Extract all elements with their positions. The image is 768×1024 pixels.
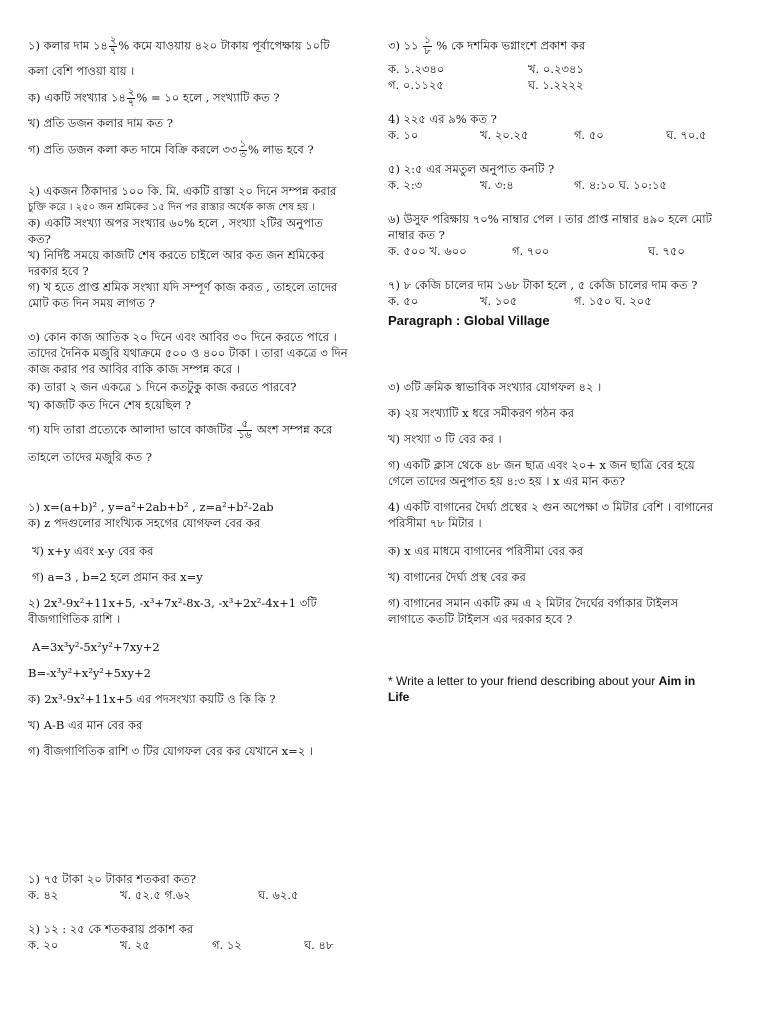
left-q2-line1: ২) একজন ঠিকাদার ১০০ কি. মি. একটি রাস্তা ২০ দিনে সম্পন্ন করার bbox=[28, 184, 337, 198]
right-m5-opt1: ক. ২:৩ bbox=[388, 178, 423, 192]
right-m4-opt4: ঘ. ৭০.৫ bbox=[666, 128, 707, 142]
left-mcq1-opt2: খ. ৫২.৫ গ.৬২ bbox=[120, 888, 191, 902]
right-m3-question: ৩) ১১ $\frac{১}{৮}$ % কে দশমিক ভগ্নাংশে প্রকাশ কর bbox=[388, 35, 586, 57]
left-q5-a: ক) 2x³-9x²+11x+5 এর পদসংখ্যা কয়টি ও কি কি ? bbox=[28, 692, 276, 706]
left-q5-line2: বীজগাণিতিক রাশি । bbox=[28, 612, 121, 626]
right-m3-opt4: ঘ. ১.২২২২ bbox=[528, 78, 584, 92]
left-q2-b2: দরকার হবে ? bbox=[28, 264, 89, 278]
left-q2-line2: চুক্তি করে । ২৫০ জন শ্রমিকের ১৫ দিন পর রাস্তার অর্ধেক কাজ শেষ হয় । bbox=[28, 202, 315, 213]
left-q5-A: A=3x³y²-5x²y²+7xy+2 bbox=[32, 640, 160, 654]
left-q2-b1: খ) নির্দিষ্ট সময়ে কাজটি শেষ করতে চাইলে আর কত জন শ্রমিকের bbox=[28, 248, 325, 262]
left-q1-c: গ) প্রতি ডজন কলা কত দামে বিক্রি করলে ৩৩ $\frac{১}{৩}$ % লাভ হবে ? bbox=[28, 139, 314, 161]
fraction: $\frac{৫}{১৬}$ bbox=[238, 419, 252, 441]
left-q5-c: গ) বীজগাণিতিক রাশি ৩ টির যোগফল বের কর যেখানে x=২ । bbox=[28, 744, 314, 758]
right-m3-opt3: গ. ০.১১২৫ bbox=[388, 78, 444, 92]
left-q5-line1: ২) 2x³-9x²+11x+5, -x³+7x²-8x-3, -x³+2x²-4x+1 ৩টি bbox=[28, 596, 317, 610]
left-q5-b: খ) A-B এর মান বের কর bbox=[28, 718, 143, 732]
right-m7-opt3: গ. ১৫০ ঘ. ২০৫ bbox=[574, 294, 652, 308]
letter-instruction: * Write a letter to your friend describing about your Aim in bbox=[388, 674, 696, 688]
right-q3-line1: ৩) ৩টি ক্রমিক স্বাভাবিক সংখ্যার যোগফল ৪২ । bbox=[388, 380, 602, 394]
paragraph-heading: Paragraph : Global Village bbox=[388, 313, 550, 328]
left-mcq2-opt2: খ. ২৫ bbox=[120, 938, 150, 952]
right-q4-b: খ) বাগানের দৈর্ঘ্য প্রস্থ বের কর bbox=[388, 570, 526, 584]
left-q1-b: খ) প্রতি ডজন কলার দাম কত ? bbox=[28, 116, 173, 130]
right-m7-opt1: ক. ৫০ bbox=[388, 294, 419, 308]
left-q3-a: ক) তারা ২ জন একত্রে ১ দিনে কতটুকু কাজ করতে পারবে? bbox=[28, 380, 297, 394]
right-q4-c2: লাগাতে কতটি টাইলস এর দরকার হবে ? bbox=[388, 612, 573, 626]
left-q3-c: গ) যদি তারা প্রত্যেকে আলাদা ভাবে কাজটির $\frac{৫}{১৬}$ অংশ সম্পন্ন করে bbox=[28, 419, 333, 441]
right-m5-question: ৫) ২:৫ এর সমতুল অনুপাত কনটি ? bbox=[388, 162, 555, 176]
right-q3-c1: গ) একটি ক্লাস থেকে ৪৮ জন ছাত্র এবং ২০+ x জন ছাত্রি বের হয়ে bbox=[388, 458, 695, 472]
left-q5-B: B=-x³y²+x²y²+5xy+2 bbox=[28, 666, 151, 680]
right-q3-a: ক) ২য় সংখ্যাটি x ধরে সমীকরণ গঠন কর bbox=[388, 406, 575, 420]
letter-instruction-line2: Life bbox=[388, 690, 410, 704]
right-m4-question: 4) ২২৫ এর ৯% কত ? bbox=[388, 112, 497, 126]
left-q3-b: খ) কাজটি কত দিনে শেষ হয়েছিল ? bbox=[28, 398, 191, 412]
left-q2-c1: গ) খ হতে প্রাপ্ত শ্রমিক সংখ্যা যদি সম্পূর্ণ কাজ করত , তাহলে তাদের bbox=[28, 280, 338, 294]
right-m4-opt1: ক. ১০ bbox=[388, 128, 419, 142]
right-q4-c1: গ) বাগানের সমান একটি রুম এ ২ মিটার দৈর্ঘের বর্গাকার টাইলস bbox=[388, 596, 679, 610]
left-q3-c2: তাহলে তাদের মজুরি কত ? bbox=[28, 450, 152, 464]
right-m6-opt2: গ. ৭০০ bbox=[512, 244, 550, 258]
left-q4-a: ক) z পদগুলোর সাংখ্যিক সহগের যোগফল বের কর bbox=[28, 516, 261, 530]
right-q3-b: খ) সংখ্যা ৩ টি বের কর । bbox=[388, 432, 502, 446]
left-q4-c: গ) a=3 , b=2 হলে প্রমান কর x=y bbox=[32, 570, 203, 584]
right-m6-question-1: ৬) উসুফ পরিক্ষায় ৭০% নাম্বার পেল । তার প্রাপ্ত নাম্বার ৪৯০ হলে মোট bbox=[388, 212, 712, 226]
right-m5-opt2: খ. ৩:৪ bbox=[480, 178, 514, 192]
left-q1-line2: কলা বেশি পাওয়া যায় । bbox=[28, 64, 135, 78]
right-q3-c2: গেলে তাদের অনুপাত হয় ৪:৩ হয় । x এর মান কত? bbox=[388, 474, 626, 488]
left-q2-a2: কত? bbox=[28, 232, 51, 246]
left-mcq2-opt3: গ. ১২ bbox=[212, 938, 242, 952]
right-m3-opt2: খ. ০.২৩৪১ bbox=[528, 62, 584, 76]
left-mcq2-opt4: ঘ. ৪৮ bbox=[304, 938, 334, 952]
right-q4-line2: পরিসীমা ৭৮ মিটার । bbox=[388, 516, 482, 530]
left-q1-a: ক) একটি সংখ্যার ১৪ $\frac{২}{৭}$ % = ১০ হলে , সংখ্যাটি কত ? bbox=[28, 87, 280, 109]
fraction: $\frac{১}{৩}$ bbox=[239, 139, 247, 161]
left-q4-line1: ১) x=(a+b)² , y=a²+2ab+b² , z=a²+b²-2ab bbox=[28, 500, 274, 514]
left-mcq2-opt1: ক. ২০ bbox=[28, 938, 59, 952]
right-m4-opt2: খ. ২০.২৫ bbox=[480, 128, 529, 142]
right-m7-opt2: খ. ১০৫ bbox=[480, 294, 518, 308]
right-m4-opt3: গ. ৫০ bbox=[574, 128, 604, 142]
fraction: $\frac{১}{৮}$ bbox=[424, 35, 431, 57]
left-q3-line3: কাজ করার পর আবির বাকি কাজ সম্পন্ন করে । bbox=[28, 362, 240, 376]
left-q1-line1: ১) কলার দাম ১৪ $\frac{২}{৭}$ % কমে যাওয়ায় ৪২০ টাকায় পূর্বাপেক্ষায় ১০টি bbox=[28, 35, 330, 57]
left-q3-line1: ৩) কোন কাজ আতিক ২০ দিনে এবং আবির ৩০ দিনে করতে পারে । bbox=[28, 330, 337, 344]
fraction: $\frac{২}{৭}$ bbox=[109, 35, 117, 57]
left-mcq1-question: ১) ৭৫ টাকা ২০ টাকার শতকরা কত? bbox=[28, 872, 197, 886]
fraction: $\frac{২}{৭}$ bbox=[127, 87, 135, 109]
left-mcq1-opt3: ঘ. ৬২.৫ bbox=[258, 888, 299, 902]
right-m7-question: ৭) ৮ কেজি চালের দাম ১৬৮ টাকা হলে , ৫ কেজি চালের দাম কত ? bbox=[388, 278, 698, 292]
left-mcq1-opt1: ক. ৪২ bbox=[28, 888, 59, 902]
right-q4-a: ক) x এর মাধমে বাগানের পরিসীমা বের কর bbox=[388, 544, 584, 558]
right-m6-question-2: নাম্বার কত ? bbox=[388, 228, 445, 242]
right-q4-line1: 4) একটি বাগানের দৈর্ঘ্য প্রস্থের ২ গুন অপেক্ষা ৩ মিটার বেশি । বাগানের bbox=[388, 500, 714, 514]
left-q2-c2: মোট কত দিন সময় লাগত ? bbox=[28, 296, 155, 310]
left-q2-a1: ক) একটি সংখ্যা অপর সংখ্যার ৬০% হলে , সংখ্যা ২টির অনুপাত bbox=[28, 216, 323, 230]
right-m6-opt1: ক. ৫০০ খ. ৬০০ bbox=[388, 244, 467, 258]
right-m5-opt3: গ. ৪:১০ ঘ. ১০:১৫ bbox=[574, 178, 667, 192]
left-mcq2-question: ২) ১২ : ২৫ কে শতকরায় প্রকাশ কর bbox=[28, 922, 194, 936]
left-q3-line2: তাদের দৈনিক মজুরি যথাক্রমে ৫০০ ও ৪০০ টাকা । তারা একত্রে ৩ দিন bbox=[28, 346, 348, 360]
right-m6-opt3: ঘ. ৭৫০ bbox=[648, 244, 685, 258]
left-q4-b: খ) x+y এবং x-y বের কর bbox=[32, 544, 154, 558]
right-m3-opt1: ক. ১.২৩৪০ bbox=[388, 62, 445, 76]
